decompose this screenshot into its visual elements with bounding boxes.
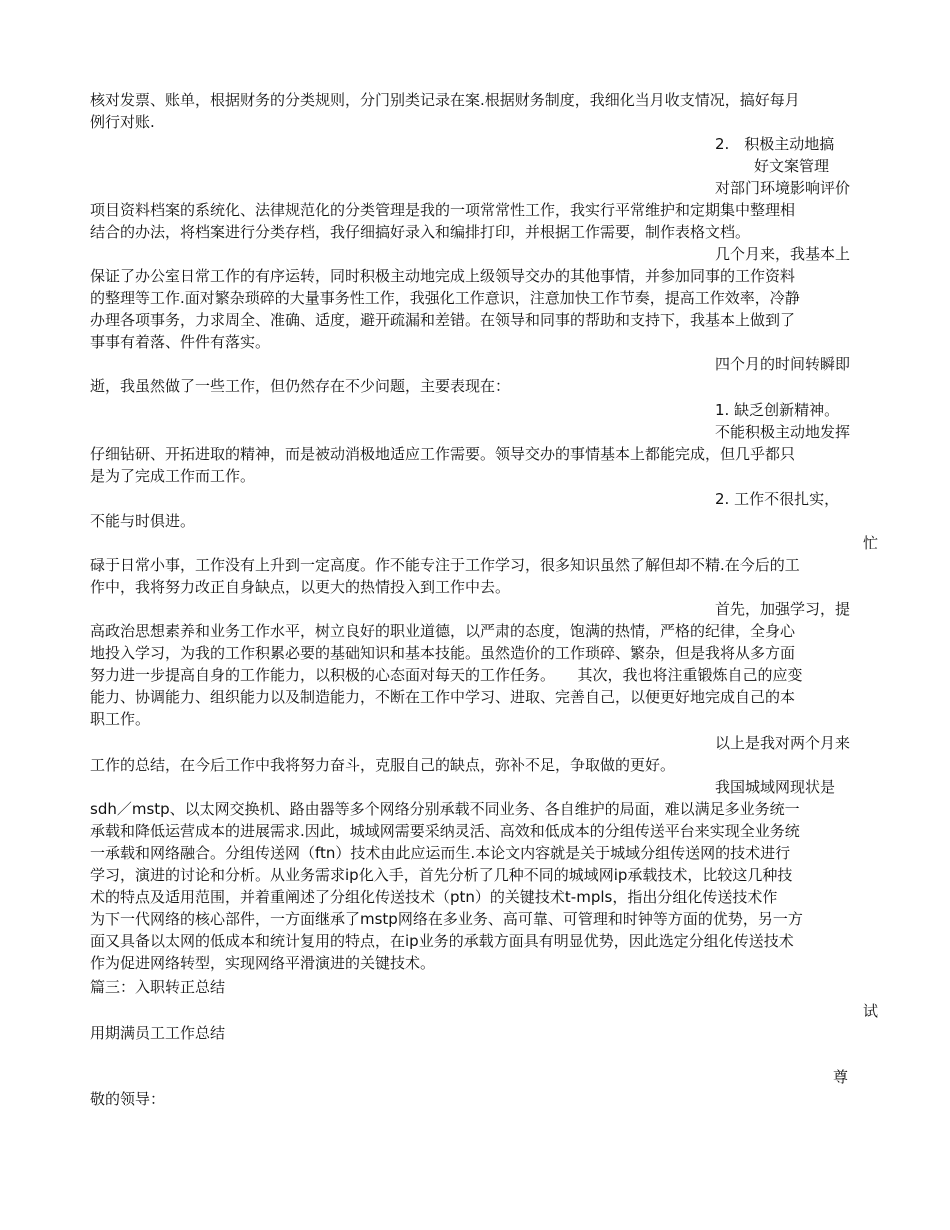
body-text-line: 碌于日常小事，工作没有上升到一定高度。作不能专注于工作学习，很多知识虽然了解但却不精.在今后的工 (90, 556, 800, 574)
section-title: 篇三：入职转正总结 (90, 978, 226, 996)
body-text-line: 办理各项事务，力求周全、准确、适度，避开疏漏和差错。在领导和同事的帮助和支持下，我基本上做到了 (90, 311, 796, 329)
body-text-fragment: 尊 (833, 1068, 849, 1086)
body-text-line: 的整理等工作.面对繁杂琐碎的大量事务性工作，我强化工作意识，注意加快工作节奏，提高工作效率，冷静 (90, 289, 800, 307)
body-text-line: 项目资料档案的系统化、法律规范化的分类管理是我的一项常常性工作，我实行平常维护和定期集中整理相 (90, 201, 796, 219)
body-text-line: 职工作。 (90, 710, 151, 728)
salutation: 敬的领导： (90, 1090, 166, 1108)
body-text-line: 首先，加强学习，提 (715, 600, 851, 618)
body-text-line: 面又具备以太网的低成本和统计复用的特点，在ip业务的承载方面具有明显优势，因此选定分组化传送技术 (90, 932, 794, 950)
body-text-line: 一承载和网络融合。分组传送网（ftn）技术由此应运而生.本论文内容就是关于城域分组传送网的技术进行 (90, 844, 791, 862)
body-text-line: 逝，我虽然做了一些工作，但仍然存在不少问题，主要表现在： (90, 377, 511, 395)
body-text-line: 承载和降低运营成本的进展需求.因此，城域网需要采纳灵活、高效和低成本的分组传送平台来实现全业务统 (90, 822, 800, 840)
body-text-line: 努力进一步提高自身的工作能力，以积极的心态面对每天的工作任务。 其次，我也将注重锻炼自己的应变 (90, 666, 803, 684)
body-text-line: 事事有着落、件件有落实。 (90, 333, 271, 351)
body-text-fragment: 忙 (863, 534, 879, 552)
body-text-line: 不能积极主动地发挥 (715, 423, 851, 441)
list-item-heading: 2. 工作不很扎实， (715, 490, 840, 508)
body-text-line: 能力、协调能力、组织能力以及制造能力，不断在工作中学习、进取、完善自己，以便更好地完成自己的本 (90, 688, 796, 706)
body-text-line: 例行对账. (90, 113, 155, 131)
body-text-line: 用期满员工工作总结 (90, 1024, 226, 1042)
body-text-line: 四个月的时间转瞬即 (715, 355, 851, 373)
body-text-line: 工作的总结，在今后工作中我将努力奋斗，克服自己的缺点，弥补不足，争取做的更好。 (90, 756, 676, 774)
body-text-line: 结合的办法，将档案进行分类存档，我仔细搞好录入和编排打印，并根据工作需要，制作表格文档。 (90, 223, 751, 241)
body-text-line: 保证了办公室日常工作的有序运转，同时积极主动地完成上级领导交办的其他事情，并参加同事的工作资料 (90, 267, 796, 285)
body-text-line: 为下一代网络的核心部件，一方面继承了mstp网络在多业务、高可靠、可管理和时钟等方面的优势，另一方 (90, 910, 803, 928)
body-text-line: 高政治思想素养和业务工作水平，树立良好的职业道德，以严肃的态度，饱满的热情，严格的纪律，全身心 (90, 622, 796, 640)
body-text-line: 地投入学习，为我的工作积累必要的基础知识和基本技能。虽然造价的工作琐碎、繁杂，但是我将从多方面 (90, 644, 796, 662)
body-text-line: 不能与时俱进。 (90, 512, 196, 530)
body-text-line: 是为了完成工作而工作。 (90, 467, 256, 485)
body-text-fragment: 试 (863, 1002, 879, 1020)
body-text-line: sdh／mstp、以太网交换机、路由器等多个网络分别承载不同业务、各自维护的局面，难以满足多业务统一 (90, 800, 800, 818)
body-text-line: 学习，演进的讨论和分析。从业务需求ip化入手，首先分析了几种不同的城域网ip承载技术，比较这几种技 (90, 866, 793, 884)
section-heading: 好文案管理 (754, 157, 830, 175)
body-text-line: 核对发票、账单，根据财务的分类规则，分门别类记录在案.根据财务制度，我细化当月收支情况，搞好每月 (90, 91, 800, 109)
body-text-line: 几个月来，我基本上 (715, 245, 851, 263)
body-text-line: 对部门环境影响评价 (715, 179, 851, 197)
list-item-heading: 1. 缺乏创新精神。 (715, 401, 840, 419)
body-text-line: 我国城域网现状是 (715, 778, 836, 796)
body-text-line: 作中，我将努力改正自身缺点，以更大的热情投入到工作中去。 (90, 578, 511, 596)
body-text-line: 以上是我对两个月来 (715, 734, 851, 752)
body-text-line: 术的特点及适用范围，并着重阐述了分组化传送技术（ptn）的关键技术t-mpls，指出分组化传送技术作 (90, 888, 778, 906)
body-text-line: 作为促进网络转型，实现网络平滑演进的关键技术。 (90, 954, 436, 972)
body-text-line: 仔细钻研、开拓进取的精神，而是被动消极地适应工作需要。领导交办的事情基本上都能完成，但几乎都只 (90, 445, 796, 463)
section-heading: 2. 积极主动地搞 (715, 135, 835, 153)
